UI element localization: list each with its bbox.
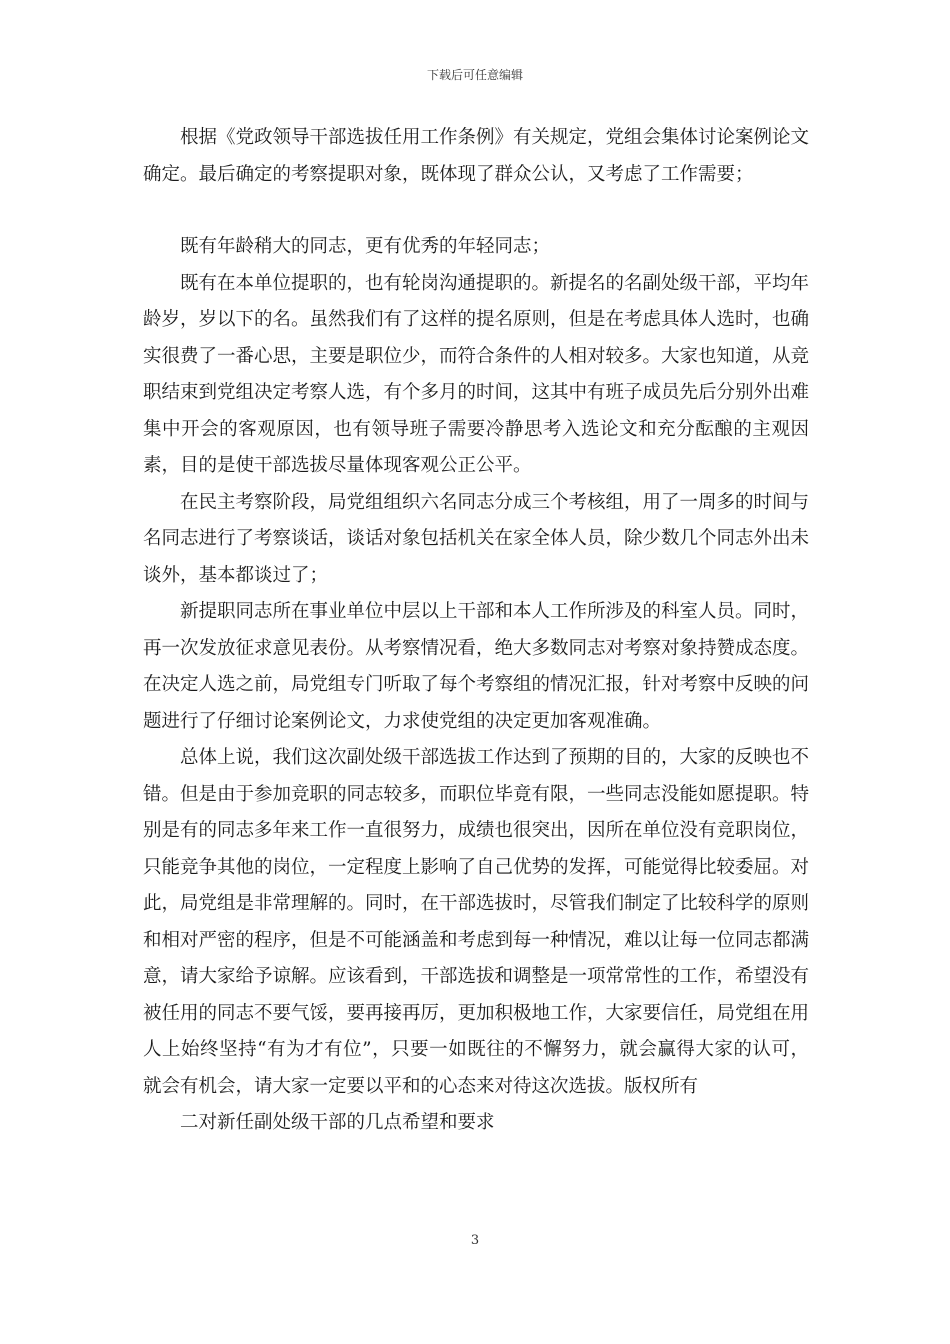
page-number: 3 [470,1233,480,1248]
document-body [143,120,809,1142]
section-heading: 二对新任副处级干部的几点希望和要求 [180,1112,495,1133]
paragraph: 总体上说，我们这次副处级干部选拔工作达到了预期的目的，大家的反映也不错。但是由于参加竞职的同志较多，而职位毕竟有限，一些同志没能如愿提职。特别是有的同志多年来工作一直很努力，成绩也很突出，因所在单位没有竞职岗位，只能竞争其他的岗位，一定程度上影响了自己优势的发挥，可能觉得比较委屈。对此，局党组是非常理解的。同时，在干部选拔时，尽管我们制定了比较科学的原则和相对严密的程序，但是不可能涵盖和考虑到每一种情况，难以让每一位同志都满意，请大家给予谅解。应该看到，干部选拔和调整是一项常常性的工作，希望没有被任用的同志不要气馁，要再接再厉，更加积极地工作，大家要信任，局党组在用人上始终坚持“有为才有位”，只要一如既往的不懈努力，就会赢得大家的认可，就会有机会，请大家一定要以平和的心态来对待这次选拔。版权所有 [143,747,810,1097]
paragraph: 在民主考察阶段，局党组组织六名同志分成三个考核组，用了一周多的时间与名同志进行了考察谈话，谈话对象包括机关在家全体人员，除少数几个同志外出未谈外，基本都谈过了； [143,491,810,586]
paragraph: 既有年龄稍大的同志，更有优秀的年轻同志； [180,236,551,257]
paragraph: 新提职同志所在事业单位中层以上干部和本人工作所涉及的科室人员。同时，再一次发放征求意见表份。从考察情况看，绝大多数同志对考察对象持赞成态度。在决定人选之前，局党组专门听取了每个考察组的情况汇报，针对考察中反映的问题进行了仔细讨论案例论文，力求使党组的决定更加客观准确。 [143,601,810,732]
paragraph: 根据《党政领导干部选拔任用工作条例》有关规定，党组会集体讨论案例论文确定。最后确定的考察提职对象，既体现了群众公认，又考虑了工作需要； [143,127,810,185]
page-header: 下载后可任意编辑 [426,68,523,82]
paragraph: 既有在本单位提职的，也有轮岗沟通提职的。新提名的名副处级干部，平均年龄岁，岁以下的名。虽然我们有了这样的提名原则，但是在考虑具体人选时，也确实很费了一番心思，主要是职位少，而符合条件的人相对较多。大家也知道，从竞职结束到党组决定考察人选，有个多月的时间，这其中有班子成员先后分别外出难集中开会的客观原因，也有领导班子需要冷静思考入选论文和充分酝酿的主观因素，目的是使干部选拔尽量体现客观公正公平。 [143,272,810,476]
